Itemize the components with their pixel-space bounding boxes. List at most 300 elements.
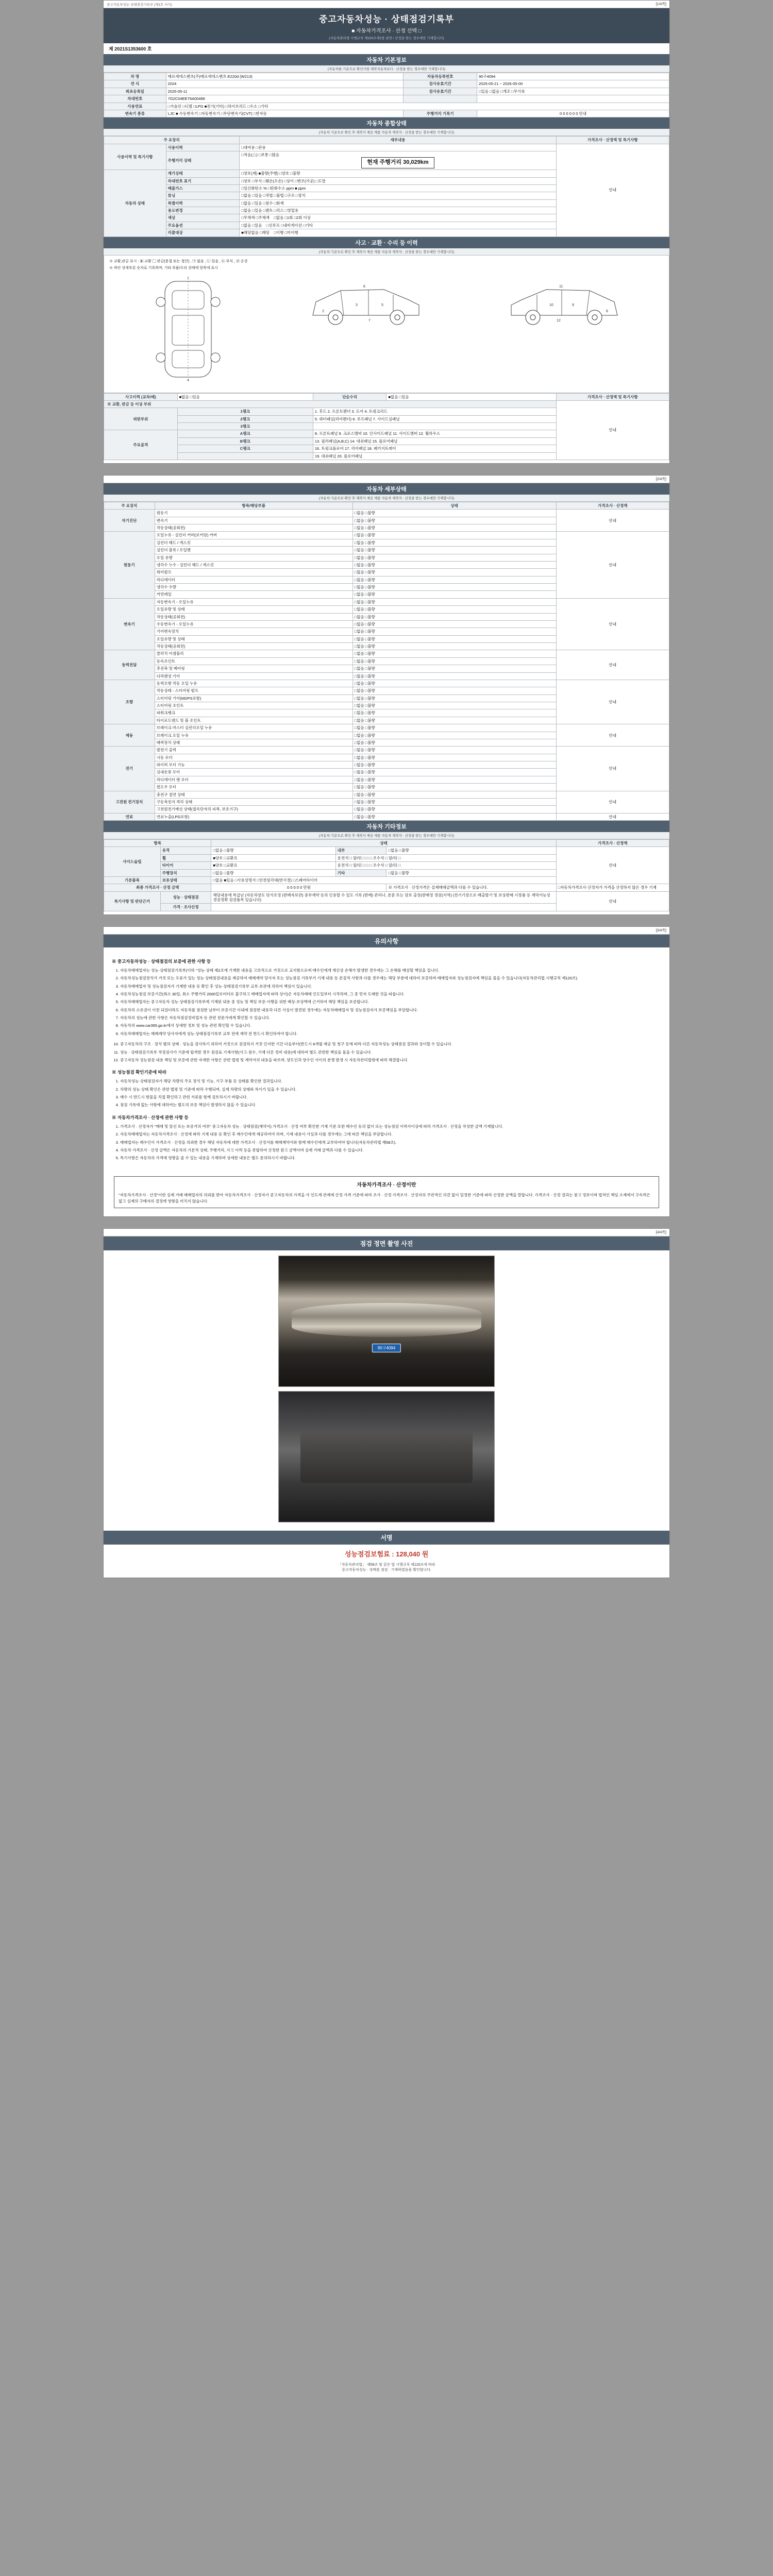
overall-value-emission[interactable]: □일산화탄소 % □탄화수소 ppm ■ ppm bbox=[240, 184, 556, 192]
overall-item-vin: 차대번호 표기 bbox=[166, 177, 240, 184]
special-note-text2 bbox=[211, 904, 556, 911]
detail-item-3-2: 추진축 및 베어링 bbox=[155, 665, 352, 672]
basic-value2-0: 90구4094 bbox=[477, 73, 669, 80]
page-footer bbox=[104, 1561, 669, 1574]
detail-item-1-3: 오일 유량 bbox=[155, 554, 352, 561]
detail-state-1-0[interactable]: □없음 □불량 bbox=[352, 532, 556, 539]
car-diagram-front bbox=[149, 275, 227, 384]
overall-recall-b[interactable]: □이행 □미이행 bbox=[274, 230, 298, 235]
detail-state-0-0[interactable]: □없음 □불량 bbox=[352, 510, 556, 517]
final-price-check[interactable]: □자동차가격조사·산정자가 가격을 산정하지 않은 경우 기재 bbox=[556, 884, 669, 891]
detail-group-6: 전기 bbox=[104, 747, 155, 791]
detail-group-7: 고전원 전기장치 bbox=[104, 791, 155, 813]
special-note-label: 특기사항 및 판단근거 bbox=[104, 891, 161, 911]
svg-text:5: 5 bbox=[381, 303, 383, 307]
detail-item-2-3: 수동변속기 - 오일누유 bbox=[155, 620, 352, 628]
page-number-1: [1/4쪽] bbox=[656, 3, 666, 6]
overall-value-tuning[interactable]: □없음 □있음 □적법 □불법 □구조 □장치 bbox=[240, 192, 556, 199]
etc-value2-3[interactable]: □없음 □불량 bbox=[386, 869, 556, 876]
notice-list-1 bbox=[120, 968, 661, 1037]
final-price-label: 최종 가격조사 · 산정 금액 bbox=[104, 884, 211, 891]
section-accident-note: (자동차 기준으로 확인 후 제작사 제공 제품 자동차 제작자 · 산정을 받는 경우에만 기재합니다) bbox=[104, 248, 669, 256]
table-row bbox=[104, 80, 669, 88]
parts-rank-d-items: 19. 대쉬패널 20. 플로어패널 bbox=[313, 452, 556, 460]
mileage-box-wrap bbox=[241, 157, 554, 168]
detail-state-1-3[interactable]: □없음 □불량 bbox=[352, 554, 556, 561]
accident-legend: ※ 교환,판금 표시 : ▣ 교환 ▢ 판금(용접 또는 절단) , ㉠ 없음 , ㉡ 있음 , ㉢ 부식 , ㉣ 손상 bbox=[109, 259, 248, 263]
page-1-top-strip bbox=[104, 1, 669, 8]
notice-heading-3: ※ 자동차가격조사 · 산정에 관한 사항 등 bbox=[112, 1114, 189, 1120]
detail-group-1: 원동기 bbox=[104, 532, 155, 598]
etc-value2-1[interactable]: 운전석 □ 앞/뒤 □ □ □ 조수석 □ 앞/뒤 □ bbox=[335, 854, 556, 861]
overall-value-usechange[interactable]: □없음 □있음 □렌트 □리스 □영업용 bbox=[240, 207, 556, 214]
inspection-insurance-fee: 성능점검보험료 : 128,040 원 bbox=[344, 1550, 429, 1558]
overall-group-usage: 사용이력 및 특기사항 bbox=[104, 144, 166, 170]
detail-item-3-0: 클러치 어셈블리 bbox=[155, 650, 352, 657]
page-number-4: [4/4쪽] bbox=[656, 1230, 666, 1234]
overall-value-color[interactable] bbox=[240, 214, 556, 222]
overall-value-option[interactable] bbox=[240, 222, 556, 229]
section-basic-info-header: 자동차 기본정보 bbox=[104, 54, 669, 65]
form-reference-3 bbox=[107, 928, 108, 932]
notice-list-2 bbox=[120, 1041, 661, 1063]
etc-col-2: 가격조사 · 산정액 bbox=[556, 840, 669, 847]
table-header-row bbox=[104, 137, 669, 144]
detail-note-4: 안내 bbox=[556, 680, 669, 724]
parts-rank-a-items: 8. 프론트패널 9. 크로스멤버 10. 인사이드패널 11. 사이드멤버 12. 휠하우스 bbox=[313, 430, 556, 437]
detail-state-7-0[interactable]: □없음 □불량 bbox=[352, 791, 556, 798]
detail-state-1-2[interactable]: □없음 □불량 bbox=[352, 547, 556, 554]
car-side-left-svg bbox=[307, 275, 425, 332]
detail-state-1-6[interactable]: □없음 □불량 bbox=[352, 576, 556, 583]
detail-note-7: 안내 bbox=[556, 791, 669, 813]
etc-item-1: 휠 bbox=[160, 854, 211, 861]
footer-line-2: 중고자동차성능 · 상태를 점검 · 기재하였음을 확인합니다. bbox=[342, 1568, 431, 1572]
list-item: 3. 자동차매매업자 및 성능점검자가 기재한 내용 등 확인 후 성능·상태점검기록부 교부·보관에 의하여 책임이 있습니다. bbox=[120, 984, 661, 990]
detail-state-2-6[interactable]: □없음 □불량 bbox=[352, 643, 556, 650]
detail-group-4: 조향 bbox=[104, 680, 155, 724]
detail-item-6-3: 실내송풍 모터 bbox=[155, 769, 352, 776]
price-definition-title: 자동차가격조사 · 산정이란 bbox=[357, 1182, 416, 1188]
detail-col-1: 항목/해당부품 bbox=[155, 502, 352, 509]
detail-item-1-7: 냉각수 수량 bbox=[155, 584, 352, 591]
svg-text:1: 1 bbox=[187, 276, 189, 280]
detail-item-4-2: 스티어링 기어(MDPS포함) bbox=[155, 694, 352, 702]
section-detail-header: 자동차 세부상태 bbox=[104, 483, 669, 495]
table-row bbox=[104, 884, 669, 891]
basic-label-1: 연 식 bbox=[104, 80, 166, 88]
table-row bbox=[104, 891, 669, 904]
detail-state-6-2[interactable]: □없음 □불량 bbox=[352, 761, 556, 769]
table-row bbox=[104, 532, 669, 539]
list-item: 5. 특기사항은 자동차의 가격에 영향을 줄 수 있는 내용을 기재하며 상세한 내용은 별도 문의하시기 바랍니다. bbox=[120, 1155, 661, 1161]
parts-rank-b: B랭크 bbox=[177, 437, 313, 445]
detail-item-0-0: 원동기 bbox=[155, 510, 352, 517]
detail-state-3-3[interactable]: □없음 □불량 bbox=[352, 672, 556, 680]
final-price-note: ※ 가격조사 · 산정가격은 실제매매금액과 다를 수 있습니다. bbox=[386, 884, 556, 891]
section-basic-info-note: (자동차를 기준으로 확인사항 제작자동차보다 · 산정을 받는 경우에만 기재합니다) bbox=[104, 65, 669, 73]
detail-state-1-4[interactable]: □없음 □불량 bbox=[352, 561, 556, 568]
parts-rank-d bbox=[177, 452, 313, 460]
table-row bbox=[104, 393, 669, 400]
svg-text:9: 9 bbox=[572, 303, 575, 307]
detail-col-0: 주 요장치 bbox=[104, 502, 155, 509]
detail-item-1-4: 냉각수 누수 - 실린더 헤드 / 게스킷 bbox=[155, 561, 352, 568]
inspection-photo-front[interactable] bbox=[278, 1256, 495, 1387]
section-etc-note: (자동차 기준으로 확인 후 제작사 제공 제품 자동차 제작자 · 산정을 받는 경우에만 기재합니다) bbox=[104, 832, 669, 839]
table-row bbox=[104, 650, 669, 657]
overall-item-tuning: 튜닝 bbox=[166, 192, 240, 199]
detail-state-5-0[interactable]: □없음 □불량 bbox=[352, 724, 556, 732]
detail-state-1-8[interactable]: □없음 □불량 bbox=[352, 591, 556, 598]
etc-item2-0: 내부 bbox=[335, 847, 386, 854]
detail-state-3-1[interactable]: □없음 □불량 bbox=[352, 657, 556, 665]
detail-state-2-0[interactable]: □없음 □불량 bbox=[352, 598, 556, 605]
accident-history-value[interactable]: ■없음 □있음 bbox=[177, 393, 313, 400]
detail-state-2-3[interactable]: □없음 □불량 bbox=[352, 620, 556, 628]
basic-label-odometer: 주행거리 기록기 bbox=[404, 110, 477, 117]
detail-note-5: 안내 bbox=[556, 724, 669, 747]
accident-note-header: 가격조사 · 산정액 및 특기사항 bbox=[556, 393, 669, 400]
detail-note-0: 안내 bbox=[556, 510, 669, 532]
detail-item-2-5: 오일유량 및 상태 bbox=[155, 635, 352, 642]
photo-gallery bbox=[104, 1250, 669, 1528]
detail-state-4-2[interactable]: □없음 □불량 bbox=[352, 694, 556, 702]
detail-state-4-5[interactable]: □없음 □불량 bbox=[352, 717, 556, 724]
detail-item-4-0: 동력조향 작동 오일 누유 bbox=[155, 680, 352, 687]
detail-state-4-4[interactable]: □없음 □불량 bbox=[352, 709, 556, 717]
basic-label2-2: 검사유효기간 bbox=[404, 88, 477, 95]
detail-item-1-1: 실린더 헤드 / 게스킷 bbox=[155, 539, 352, 546]
detail-state-5-1[interactable]: □없음 □불량 bbox=[352, 732, 556, 739]
table-row bbox=[104, 510, 669, 517]
detail-state-6-3[interactable]: □없음 □불량 bbox=[352, 769, 556, 776]
overall-mileage-checks[interactable]: □적음(△) □보통 □많음 bbox=[241, 152, 279, 157]
table-row bbox=[104, 791, 669, 798]
table-row bbox=[104, 813, 669, 820]
page-3-top-strip bbox=[104, 927, 669, 935]
overall-value-usage[interactable]: □대여용 □관용 bbox=[240, 144, 556, 151]
detail-col-2: 상태 bbox=[352, 502, 556, 509]
etc-item-2: 타이어 bbox=[160, 862, 211, 869]
etc-value2-0[interactable]: □없음 □불량 bbox=[386, 847, 556, 854]
page-2-top-strip bbox=[104, 476, 669, 483]
parts-rank-3-items bbox=[313, 423, 556, 430]
detail-item-6-5: 윈도우 모터 bbox=[155, 784, 352, 791]
overall-state-table bbox=[104, 136, 669, 236]
list-item: 4. 점검 기록에 없는 사항에 대하여는 별도의 보증 책임이 발생하지 않을 수 있습니다. bbox=[120, 1102, 661, 1108]
detail-item-6-2: 와이퍼 모터 기능 bbox=[155, 761, 352, 769]
etc-item-0: 유격 bbox=[160, 847, 211, 854]
svg-text:8: 8 bbox=[606, 309, 609, 313]
overall-option-a[interactable]: □없음 □있음 bbox=[241, 223, 262, 228]
table-row bbox=[104, 724, 669, 732]
detail-item-2-6: 작동상태(공회전) bbox=[155, 643, 352, 650]
detail-state-3-2[interactable]: □없음 □불량 bbox=[352, 665, 556, 672]
detail-state-6-5[interactable]: □없음 □불량 bbox=[352, 784, 556, 791]
section-etc-header: 자동차 기타정보 bbox=[104, 821, 669, 832]
detail-item-0-1: 변속기 bbox=[155, 517, 352, 524]
detail-item-1-2: 실린더 블록 / 오일팬 bbox=[155, 547, 352, 554]
detail-item-2-4: 기어변속장치 bbox=[155, 628, 352, 635]
list-item: 9. 자동차매매업자는 매매계약 당사자에게 성능·상태점검기록부 교부 전에 계약 전 반드시 확인하여야 합니다. bbox=[120, 1031, 661, 1037]
detail-state-7-2[interactable]: □없음 □불량 bbox=[352, 806, 556, 813]
table-row bbox=[104, 400, 669, 408]
inspection-photo-underbody[interactable] bbox=[278, 1391, 495, 1522]
table-row bbox=[104, 747, 669, 754]
detail-state-2-4[interactable]: □없음 □불량 bbox=[352, 628, 556, 635]
overall-color-a[interactable]: □무채색 □주채색 bbox=[241, 215, 270, 221]
car-front-svg bbox=[149, 275, 227, 383]
basic-label2-1: 검사유효기간 bbox=[404, 80, 477, 88]
list-item: 10. 중고자동차의 구조 · 장치 별의 상태 · 성능을 검사하기 위하여 거짓으로 검검하지 거짓 인지한 기간 다음부터(반드시 6개월 제공 및 청구 등에 따라 다른 자동차성능 상태점검 결과와 상이할 수 있습니다. bbox=[120, 1041, 661, 1047]
page-4 bbox=[103, 1228, 670, 1578]
table-row bbox=[104, 88, 669, 95]
overall-value-meter[interactable]: □양호(계) ■불량(주행) □양호 □불량 bbox=[240, 170, 556, 177]
basic-label-0: 차 명 bbox=[104, 73, 166, 80]
basic-value2-2: □있음 □없음 □개조 □무기록 bbox=[477, 88, 669, 95]
accident-diagram-area bbox=[104, 256, 669, 393]
etc-col-0: 항목 bbox=[104, 840, 211, 847]
etc-value-3[interactable]: □없음 □불량 bbox=[211, 869, 335, 876]
detail-item-6-4: 라디에이터 팬 모터 bbox=[155, 776, 352, 783]
detail-item-8-0: 연료누출(LPG포함) bbox=[155, 813, 352, 820]
detail-state-0-1[interactable]: □없음 □불량 bbox=[352, 517, 556, 524]
list-item: 6. 자동차의 소유권이 이전 되었더라도 자동차를 점검한 날부터 보증기간 이내에 점검한 내용과 다른 사실이 발견된 경우에는 자동차매매업자 및 성능점검자가 보증책임을 부담합니다. bbox=[120, 1007, 661, 1013]
detail-item-3-3: 디퍼렌셜 기어 bbox=[155, 672, 352, 680]
detail-item-6-1: 시동 모터 bbox=[155, 754, 352, 761]
detail-item-0-2: 작동상태(공회전) bbox=[155, 524, 352, 532]
notice-title: 유의사항 bbox=[104, 935, 669, 947]
detail-item-2-2: 작동상태(공회전) bbox=[155, 613, 352, 620]
list-item: 4. 자동차성능점검 보증기간(최소 30일, 최소 주행거리 2000킬로미터로 불구하고 매매업자에 따라 상이)은 자동차매매 인도일부터 시작하며, 그 중 먼저 도래한 것을 따릅니다. bbox=[120, 991, 661, 997]
basic-label-2: 최초등록일 bbox=[104, 88, 166, 95]
detail-state-4-1[interactable]: □없음 □불량 bbox=[352, 687, 556, 694]
etc-value-0[interactable]: □없음 □불량 bbox=[211, 847, 335, 854]
basic-value-fuel: □가솔린 □디젤 □LPG ■전기(기타) □하이브리드 □수소 □기타 bbox=[166, 103, 669, 110]
detail-state-7-1[interactable]: □없음 □불량 bbox=[352, 798, 556, 805]
detail-group-2: 변속기 bbox=[104, 598, 155, 650]
overall-col-0: 주 요장치 bbox=[104, 137, 240, 144]
table-row bbox=[104, 110, 669, 117]
detail-state-0-2[interactable]: □없음 □불량 bbox=[352, 524, 556, 532]
detail-item-7-1: 구동축전지 격리 상태 bbox=[155, 798, 352, 805]
parts-group-outer: 외판부위 bbox=[104, 408, 178, 430]
form-reference: 중고자동차성능·상태점검기록부 (제1호 서식) bbox=[107, 3, 172, 7]
document-number: 제 2021S1353600 호 bbox=[109, 46, 152, 52]
detail-state-2-1[interactable]: □없음 □불량 bbox=[352, 606, 556, 613]
list-item: 7. 자동차의 성능에 관한 사항은 자동차점검정비업자 등 관련 전문가에게 확인할 수 있습니다. bbox=[120, 1015, 661, 1021]
etc-value-2[interactable]: ■양호 □교환요 bbox=[211, 862, 335, 869]
section-accident-header: 사고 · 교환 · 수리 등 이력 bbox=[104, 237, 669, 248]
overall-color-b[interactable]: □없음 □1회 □2회 이상 bbox=[274, 215, 311, 221]
detail-state-6-4[interactable]: □없음 □불량 bbox=[352, 776, 556, 783]
list-item: 2. 자동차성능점검장치가 거짓 또는 오류가 있는 성능·상태점검내용을 제공하여 매매계약 당사자 또는 성능점검 기록부가 기재 내용 등 본질적 사항과 다를 경우에는 해당 부분에 대하여 보증하며 매매업자와 성능점검자에 책임을 물을 수 있습니다(자동차관리법 시행규칙 제120조). bbox=[120, 975, 661, 981]
overall-option-b[interactable]: □선루프 □내비게이션 □기타 bbox=[266, 223, 313, 228]
price-definition-box bbox=[114, 1176, 659, 1208]
detail-state-1-7[interactable]: □없음 □불량 bbox=[352, 584, 556, 591]
overall-value-recall[interactable] bbox=[240, 229, 556, 236]
detail-note-6: 안내 bbox=[556, 747, 669, 791]
parts-rank-b-items: 13. 필러패널(A,B,C) 14. 대쉬패널 15. 플로어패널 bbox=[313, 437, 556, 445]
basic-info-table bbox=[104, 73, 669, 117]
detail-note-2: 안내 bbox=[556, 598, 669, 650]
svg-text:12: 12 bbox=[557, 318, 561, 323]
svg-text:3: 3 bbox=[355, 303, 358, 307]
detail-item-5-0: 브레이크 마스터 실린더오일 누유 bbox=[155, 724, 352, 732]
detail-state-6-0[interactable]: □없음 □불량 bbox=[352, 747, 556, 754]
detail-item-1-6: 라디에이터 bbox=[155, 576, 352, 583]
detail-note-1: 안내 bbox=[556, 532, 669, 598]
simple-repair-value[interactable]: ■없음 □있음 bbox=[386, 393, 556, 400]
table-header-row bbox=[104, 502, 669, 509]
table-row bbox=[104, 598, 669, 605]
list-item: 12. 중고자동차 성능점검 내용 책임 및 보증에 관한 자세한 사항은 관련 법령 및 계약서의 내용을 따르며, 양도인과 양수인 사이의 분쟁 발생 시 자동차관리법령에 따라 해결합니다. bbox=[120, 1057, 661, 1063]
detail-item-1-5: 워터펌프 bbox=[155, 569, 352, 576]
detail-group-3: 동력전달 bbox=[104, 650, 155, 680]
etc-item2-3: 기타 bbox=[335, 869, 386, 876]
overall-item-mileage: 주행거리 상태 bbox=[166, 151, 240, 170]
special-note-note: 안내 bbox=[556, 891, 669, 911]
section-overall-header: 자동차 종합상태 bbox=[104, 117, 669, 129]
accident-legend-2: ※ 하단 상세부분 숫자로 기록하며, 기타 부품/수리 상태에 항목에 표시 bbox=[109, 266, 218, 270]
detail-state-table bbox=[104, 502, 669, 821]
price-definition-text: "자동차가격조사 · 산정"이란 실제 거래 매매업자의 의뢰를 받아 자동차가격조사 · 산정자가 중고자동차의 가격을 사 인도계 관계에 산정 가격 기준에 따라 조사 · 산정 가격조사 · 산정자의 주관적인 의견 없이 일정한 기준에 따라 산정한 금액을 말합니다. 가격조사 · 산정 결과는 참고 정보이며 법적인 책임 소재에서 구속력은 없고 실제의 구매자의 결정에 영향을 미치지 않습니다. bbox=[119, 1192, 650, 1204]
car-diagram-side-right bbox=[505, 275, 624, 333]
current-mileage: 현재 주행거리 30,029km bbox=[361, 157, 434, 168]
notice-heading-1: ※ 중고자동차성능 · 상태점검의 보증에 관한 사항 등 bbox=[112, 958, 211, 964]
list-item: 2. 자동차매매업자는 자동차가격조사 · 산정에 따라 기재 내용 등 확인 후 매수인에게 제공하여야 하며, 기재 내용이 사실과 다를 경우에는 그에 따른 책임을 부담합니다. bbox=[120, 1131, 661, 1138]
detail-state-6-1[interactable]: □없음 □불량 bbox=[352, 754, 556, 761]
table-row bbox=[104, 103, 669, 110]
detail-group-8: 연료 bbox=[104, 813, 155, 820]
overall-group-other: 자동차 상태 bbox=[104, 170, 166, 236]
detail-state-5-2[interactable]: □없음 □불량 bbox=[352, 739, 556, 746]
overall-col-2: 세부내용 bbox=[240, 137, 556, 144]
parts-rank-c: C랭크 bbox=[177, 445, 313, 452]
table-header-row bbox=[104, 840, 669, 847]
page-2 bbox=[103, 475, 670, 915]
detail-state-1-5[interactable]: □없음 □불량 bbox=[352, 569, 556, 576]
etc-note: 안내 bbox=[556, 847, 669, 884]
detail-item-4-3: 스티어링 조인트 bbox=[155, 702, 352, 709]
special-note-sub2: 가격 · 조사산정 bbox=[160, 904, 211, 911]
list-item: 3. 매매업자는 매수인이 가격조사 · 산정을 의뢰한 경우 해당 자동차에 대한 가격조사 · 산정서를 매매계약서와 함께 매수인에게 교부하여야 합니다(자동차관리법 제58조). bbox=[120, 1140, 661, 1146]
basic-value-odometer: 0 0 0 0 0 0 안내 bbox=[477, 110, 669, 117]
detail-state-8-0[interactable]: □없음 □불량 bbox=[352, 813, 556, 820]
detail-item-2-0: 자동변속기 - 오일누유 bbox=[155, 598, 352, 605]
overall-value-vin[interactable]: □양호 □부식 □훼손(오손) □상이 □변조(가공) □도말 bbox=[240, 177, 556, 184]
detail-state-2-5[interactable]: □없음 □불량 bbox=[352, 635, 556, 642]
list-item: 5. 자동차매매업자는 중고자동차 성능·상태점검기록부에 기재된 내용 중 성능 및 책임 보증·이행을 위한 배상·보상액에 근거하여 해당 책임을 보증합니다. bbox=[120, 999, 661, 1005]
car-diagrams bbox=[109, 272, 664, 387]
license-plate-overlay: 90구4094 bbox=[372, 1344, 401, 1352]
car-diagram-side-left bbox=[307, 275, 425, 333]
overall-item-usechange: 용도변경 bbox=[166, 207, 240, 214]
section-overall-note: (자동차 기준으로 확인 후 제작사 제공 제품 자동차 제작자 · 산정을 받는 경우에만 기재합니다) bbox=[104, 129, 669, 136]
basic-label-trans: 변속기 종류 bbox=[104, 110, 166, 117]
parts-rank-1: 1랭크 bbox=[177, 408, 313, 415]
basic-value-1: 2024 bbox=[166, 80, 404, 88]
basic-value-0: 메르세데스벤츠(주)메르세데스벤츠 E220d (W213) bbox=[166, 73, 404, 80]
page-1 bbox=[103, 0, 670, 464]
section-detail-note: (자동차 기준으로 확인 후 제작사 제공 제품 자동차 제작자 · 산정을 받는 경우에만 기재합니다) bbox=[104, 495, 669, 502]
svg-text:7: 7 bbox=[368, 318, 371, 323]
detail-item-7-0: 충전구 절연 상태 bbox=[155, 791, 352, 798]
parts-rank-c-items: 16. 트렁크플로어 17. 리어패널 18. 패키지트레이 bbox=[313, 445, 556, 452]
overall-item-color: 색상 bbox=[166, 214, 240, 222]
overall-recall-a[interactable]: ■해당없음 □해당 bbox=[241, 230, 270, 235]
etc-value-1[interactable]: ■양호 □교환요 bbox=[211, 854, 335, 861]
page-4-top-strip bbox=[104, 1229, 669, 1236]
basic-label2-3 bbox=[404, 95, 477, 103]
accident-note-cell: 안내 bbox=[556, 400, 669, 460]
svg-text:4: 4 bbox=[187, 378, 189, 382]
special-note-sub: 성능 · 상태점검 bbox=[160, 891, 211, 904]
table-row bbox=[104, 95, 669, 103]
basic-value-2: 2025-05-11 bbox=[166, 88, 404, 95]
list-item: 3. 매수 시 반드시 현물을 직접 확인하고 관련 서류를 함께 검토하시기 바랍니다. bbox=[120, 1094, 661, 1100]
detail-state-4-3[interactable]: □없음 □불량 bbox=[352, 702, 556, 709]
page-number-2: [2/4쪽] bbox=[656, 477, 666, 481]
notice-list-4 bbox=[120, 1124, 661, 1162]
overall-value-mileage[interactable] bbox=[240, 151, 556, 170]
detail-state-3-0[interactable]: □없음 □불량 bbox=[352, 650, 556, 657]
detail-state-4-0[interactable]: □없음 □불량 bbox=[352, 680, 556, 687]
notice-list-3 bbox=[120, 1078, 661, 1109]
table-row bbox=[104, 73, 669, 80]
signature-section-title: 서명 bbox=[104, 1531, 669, 1545]
overall-value-special[interactable]: □없음 □있음 □침수 □화재 bbox=[240, 199, 556, 207]
list-item: 4. 자동차 가격조사 · 산정 금액은 자동차의 기본적 상태, 주행거리, 사고 이력 등을 종합하여 산정한 참고 금액이며 실제 거래 금액과 다를 수 있습니다. bbox=[120, 1147, 661, 1154]
list-item: 11. 성능 · 상태점검기록부 적정검사가 기준에 합격한 경우 점검표 기재사항(사고·침수, 기재 다른 정비 내용)에 대하여 별도 관련한 책임을 물을 수 있습니다. bbox=[120, 1049, 661, 1056]
basic-value-trans: LJC ■ 수동변속기 □자동변속기 □무단변속기(CVT) □반자동 bbox=[166, 110, 404, 117]
basic-value2-1: 2025-05-21 ~ 2026-05-00 bbox=[477, 80, 669, 88]
detail-note-8: 안내 bbox=[556, 813, 669, 820]
etc-group-basic: 기본품목 bbox=[104, 876, 161, 884]
document-legal-note: (자동차관리법 시행규칙 제120조제1항 관련 / 산정을 받는 경우에만 기재합니다) bbox=[104, 36, 669, 43]
detail-item-4-4: 파워크랭크 bbox=[155, 709, 352, 717]
svg-text:11: 11 bbox=[559, 284, 563, 289]
detail-state-1-1[interactable]: □없음 □불량 bbox=[352, 539, 556, 546]
parts-rank-a: A랭크 bbox=[177, 430, 313, 437]
car-side-right-svg bbox=[505, 275, 624, 332]
table-row bbox=[104, 847, 669, 854]
etc-value2-2[interactable]: 운전석 □ 앞/뒤 □ □ □ 조수석 □ 앞/뒤 □ bbox=[335, 862, 556, 869]
overall-item-recall: 리콜대상 bbox=[166, 229, 240, 236]
etc-group-sideslip: 사이드슬립 bbox=[104, 847, 161, 877]
detail-state-2-2[interactable]: □없음 □불량 bbox=[352, 613, 556, 620]
final-price-digits[interactable]: 0 0 0 0 0 만원 bbox=[211, 884, 386, 891]
overall-item-option: 주요옵션 bbox=[166, 222, 240, 229]
detail-note-3: 안내 bbox=[556, 650, 669, 680]
overall-note: 안내 bbox=[556, 144, 669, 236]
parts-group-frame: 주요골격 bbox=[104, 430, 178, 460]
detail-group-5: 제동 bbox=[104, 724, 155, 747]
detail-group-0: 자기진단 bbox=[104, 510, 155, 532]
photo-section-title: 점검 정면 촬영 사진 bbox=[104, 1236, 669, 1250]
svg-text:6: 6 bbox=[363, 284, 365, 289]
basic-label-fuel: 사용연료 bbox=[104, 103, 166, 110]
parts-head: ※ 교환, 판금 등 이상 부위 bbox=[104, 400, 557, 408]
svg-text:10: 10 bbox=[549, 303, 554, 307]
list-item: 1. 자동차성능·상태점검자가 해당 차량의 주요 장치 및 기능, 기구·부품 등 상태를 확인한 결과입니다. bbox=[120, 1078, 661, 1084]
etc-value-4[interactable]: □없음 ■있음 □사용설명서 □안전삼각대(반사경) □스페어타이어 bbox=[211, 876, 556, 884]
overall-item-special: 특별이력 bbox=[166, 199, 240, 207]
basic-label2-0: 자동차등록번호 bbox=[404, 73, 477, 80]
detail-item-2-1: 오일유량 및 상태 bbox=[155, 606, 352, 613]
overall-col-3: 가격조사 · 산정액 및 특기사항 bbox=[556, 137, 669, 144]
